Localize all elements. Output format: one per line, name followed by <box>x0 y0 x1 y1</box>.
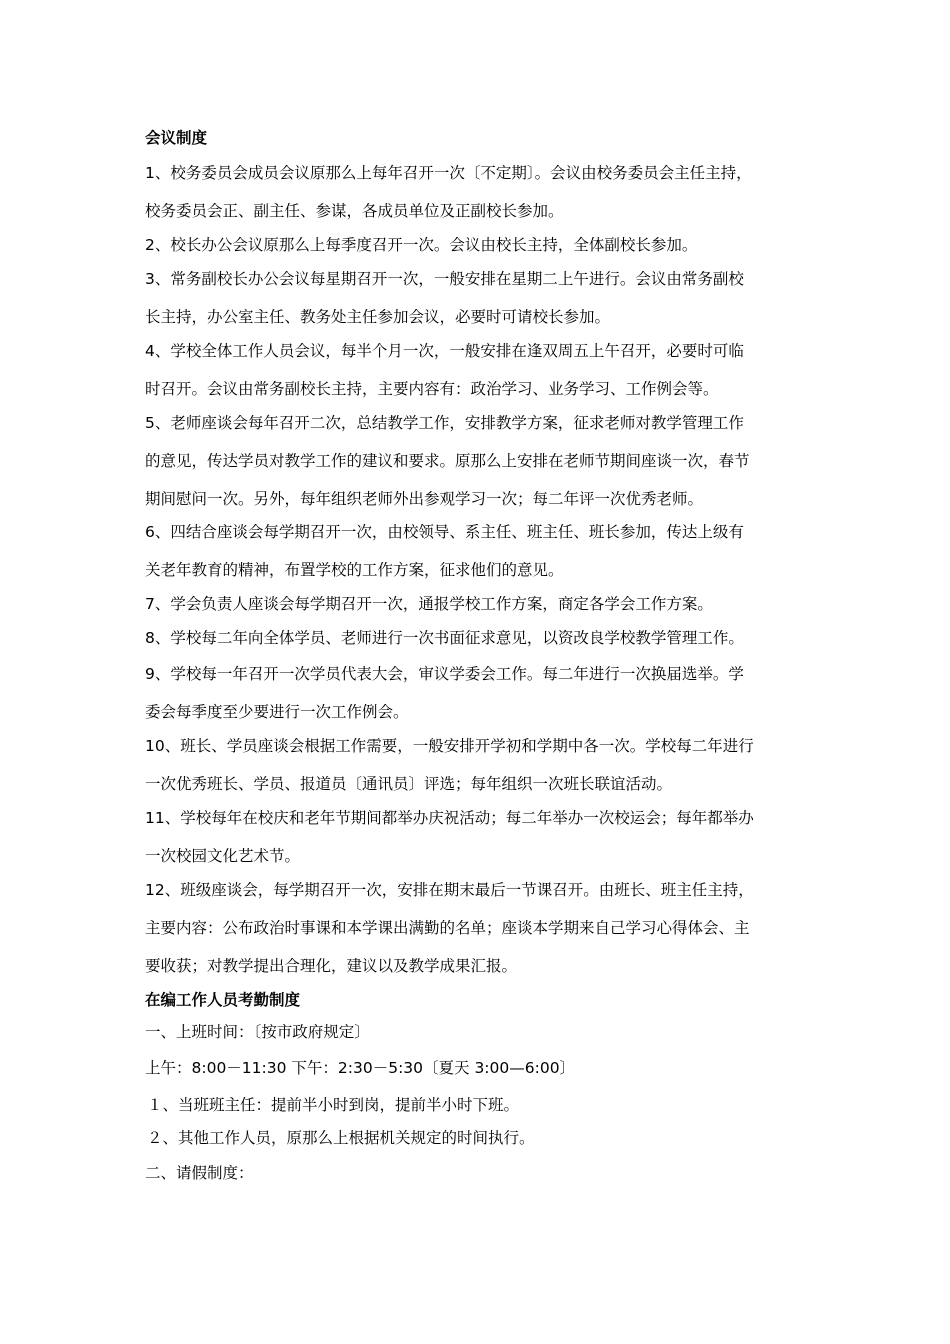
meeting-line-1: 1、校务委员会成员会议原那么上每年召开一次〔不定期〕。会议由校务委员会主任主持， <box>145 164 752 182</box>
meeting-line-17: 10、班长、学员座谈会根据工作需要，一般安排开学初和学期中各一次。学校每二年进行 <box>145 737 754 755</box>
meeting-line-15: 9、学校每一年召开一次学员代表大会，审议学委会工作。每二年进行一次换届选举。学 <box>145 665 744 683</box>
meeting-line-14: 8、学校每二年向全体学员、老师进行一次书面征求意见，以资改良学校教学管理工作。 <box>145 629 744 647</box>
meeting-line-16: 委会每季度至少要进行一次工作例会。 <box>145 703 409 721</box>
meeting-section-title: 会议制度 <box>145 129 208 147</box>
meeting-line-7: 时召开。会议由常务副校长主持，主要内容有：政治学习、业务学习、工作例会等。 <box>145 380 719 398</box>
meeting-line-3: 2、校长办公会议原那么上每季度召开一次。会议由校长主持，全体副校长参加。 <box>145 236 698 254</box>
meeting-line-21: 12、班级座谈会，每学期召开一次，安排在期末最后一节课召开。由班长、班主任主持， <box>145 881 754 899</box>
meeting-line-20: 一次校园文化艺术节。 <box>145 847 301 865</box>
attendance-line-3: １、当班班主任：提前半小时到岗，提前半小时下班。 <box>147 1096 520 1114</box>
meeting-line-8: 5、老师座谈会每年召开二次，总结教学工作，安排教学方案，征求老师对教学管理工作 <box>145 414 744 432</box>
attendance-line-4: ２、其他工作人员，原那么上根据机关规定的时间执行。 <box>147 1129 535 1147</box>
meeting-line-19: 11、学校每年在校庆和老年节期间都举办庆祝活动；每二年举办一次校运会；每年都举办 <box>145 809 754 827</box>
meeting-line-2: 校务委员会正、副主任、参谋，各成员单位及正副校长参加。 <box>145 202 564 220</box>
attendance-line-5: 二、请假制度： <box>145 1164 254 1182</box>
meeting-line-5: 长主持，办公室主任、教务处主任参加会议，必要时可请校长参加。 <box>145 308 611 326</box>
meeting-line-12: 关老年教育的精神，布置学校的工作方案，征求他们的意见。 <box>145 561 564 579</box>
meeting-line-6: 4、学校全体工作人员会议，每半个月一次，一般安排在逢双周五上午召开，必要时可临 <box>145 342 744 360</box>
meeting-line-23: 要收获；对教学提出合理化，建议以及教学成果汇报。 <box>145 957 518 975</box>
meeting-line-11: 6、四结合座谈会每学期召开一次，由校领导、系主任、班主任、班长参加，传达上级有 <box>145 523 744 541</box>
attendance-line-2: 上午：8:00－11:30 下午：2:30－5:30〔夏天 3:00—6:00〕 <box>145 1059 576 1077</box>
meeting-line-22: 主要内容：公布政治时事课和本学课出满勤的名单；座谈本学期来自己学习心得体会、主 <box>145 919 750 937</box>
meeting-line-4: 3、常务副校长办公会议每星期召开一次，一般安排在星期二上午进行。会议由常务副校 <box>145 270 744 288</box>
meeting-line-9: 的意见，传达学员对教学工作的建议和要求。原那么上安排在老师节期间座谈一次，春节 <box>145 452 750 470</box>
meeting-line-13: 7、学会负责人座谈会每学期召开一次，通报学校工作方案，商定各学会工作方案。 <box>145 595 713 613</box>
attendance-section-title: 在编工作人员考勤制度 <box>145 991 301 1009</box>
meeting-line-18: 一次优秀班长、学员、报道员〔通讯员〕评选；每年组织一次班长联谊活动。 <box>145 775 673 793</box>
meeting-line-10: 期间慰问一次。另外，每年组织老师外出参观学习一次；每二年评一次优秀老师。 <box>145 490 704 508</box>
attendance-line-1: 一、上班时间：〔按市政府规定〕 <box>145 1023 370 1041</box>
